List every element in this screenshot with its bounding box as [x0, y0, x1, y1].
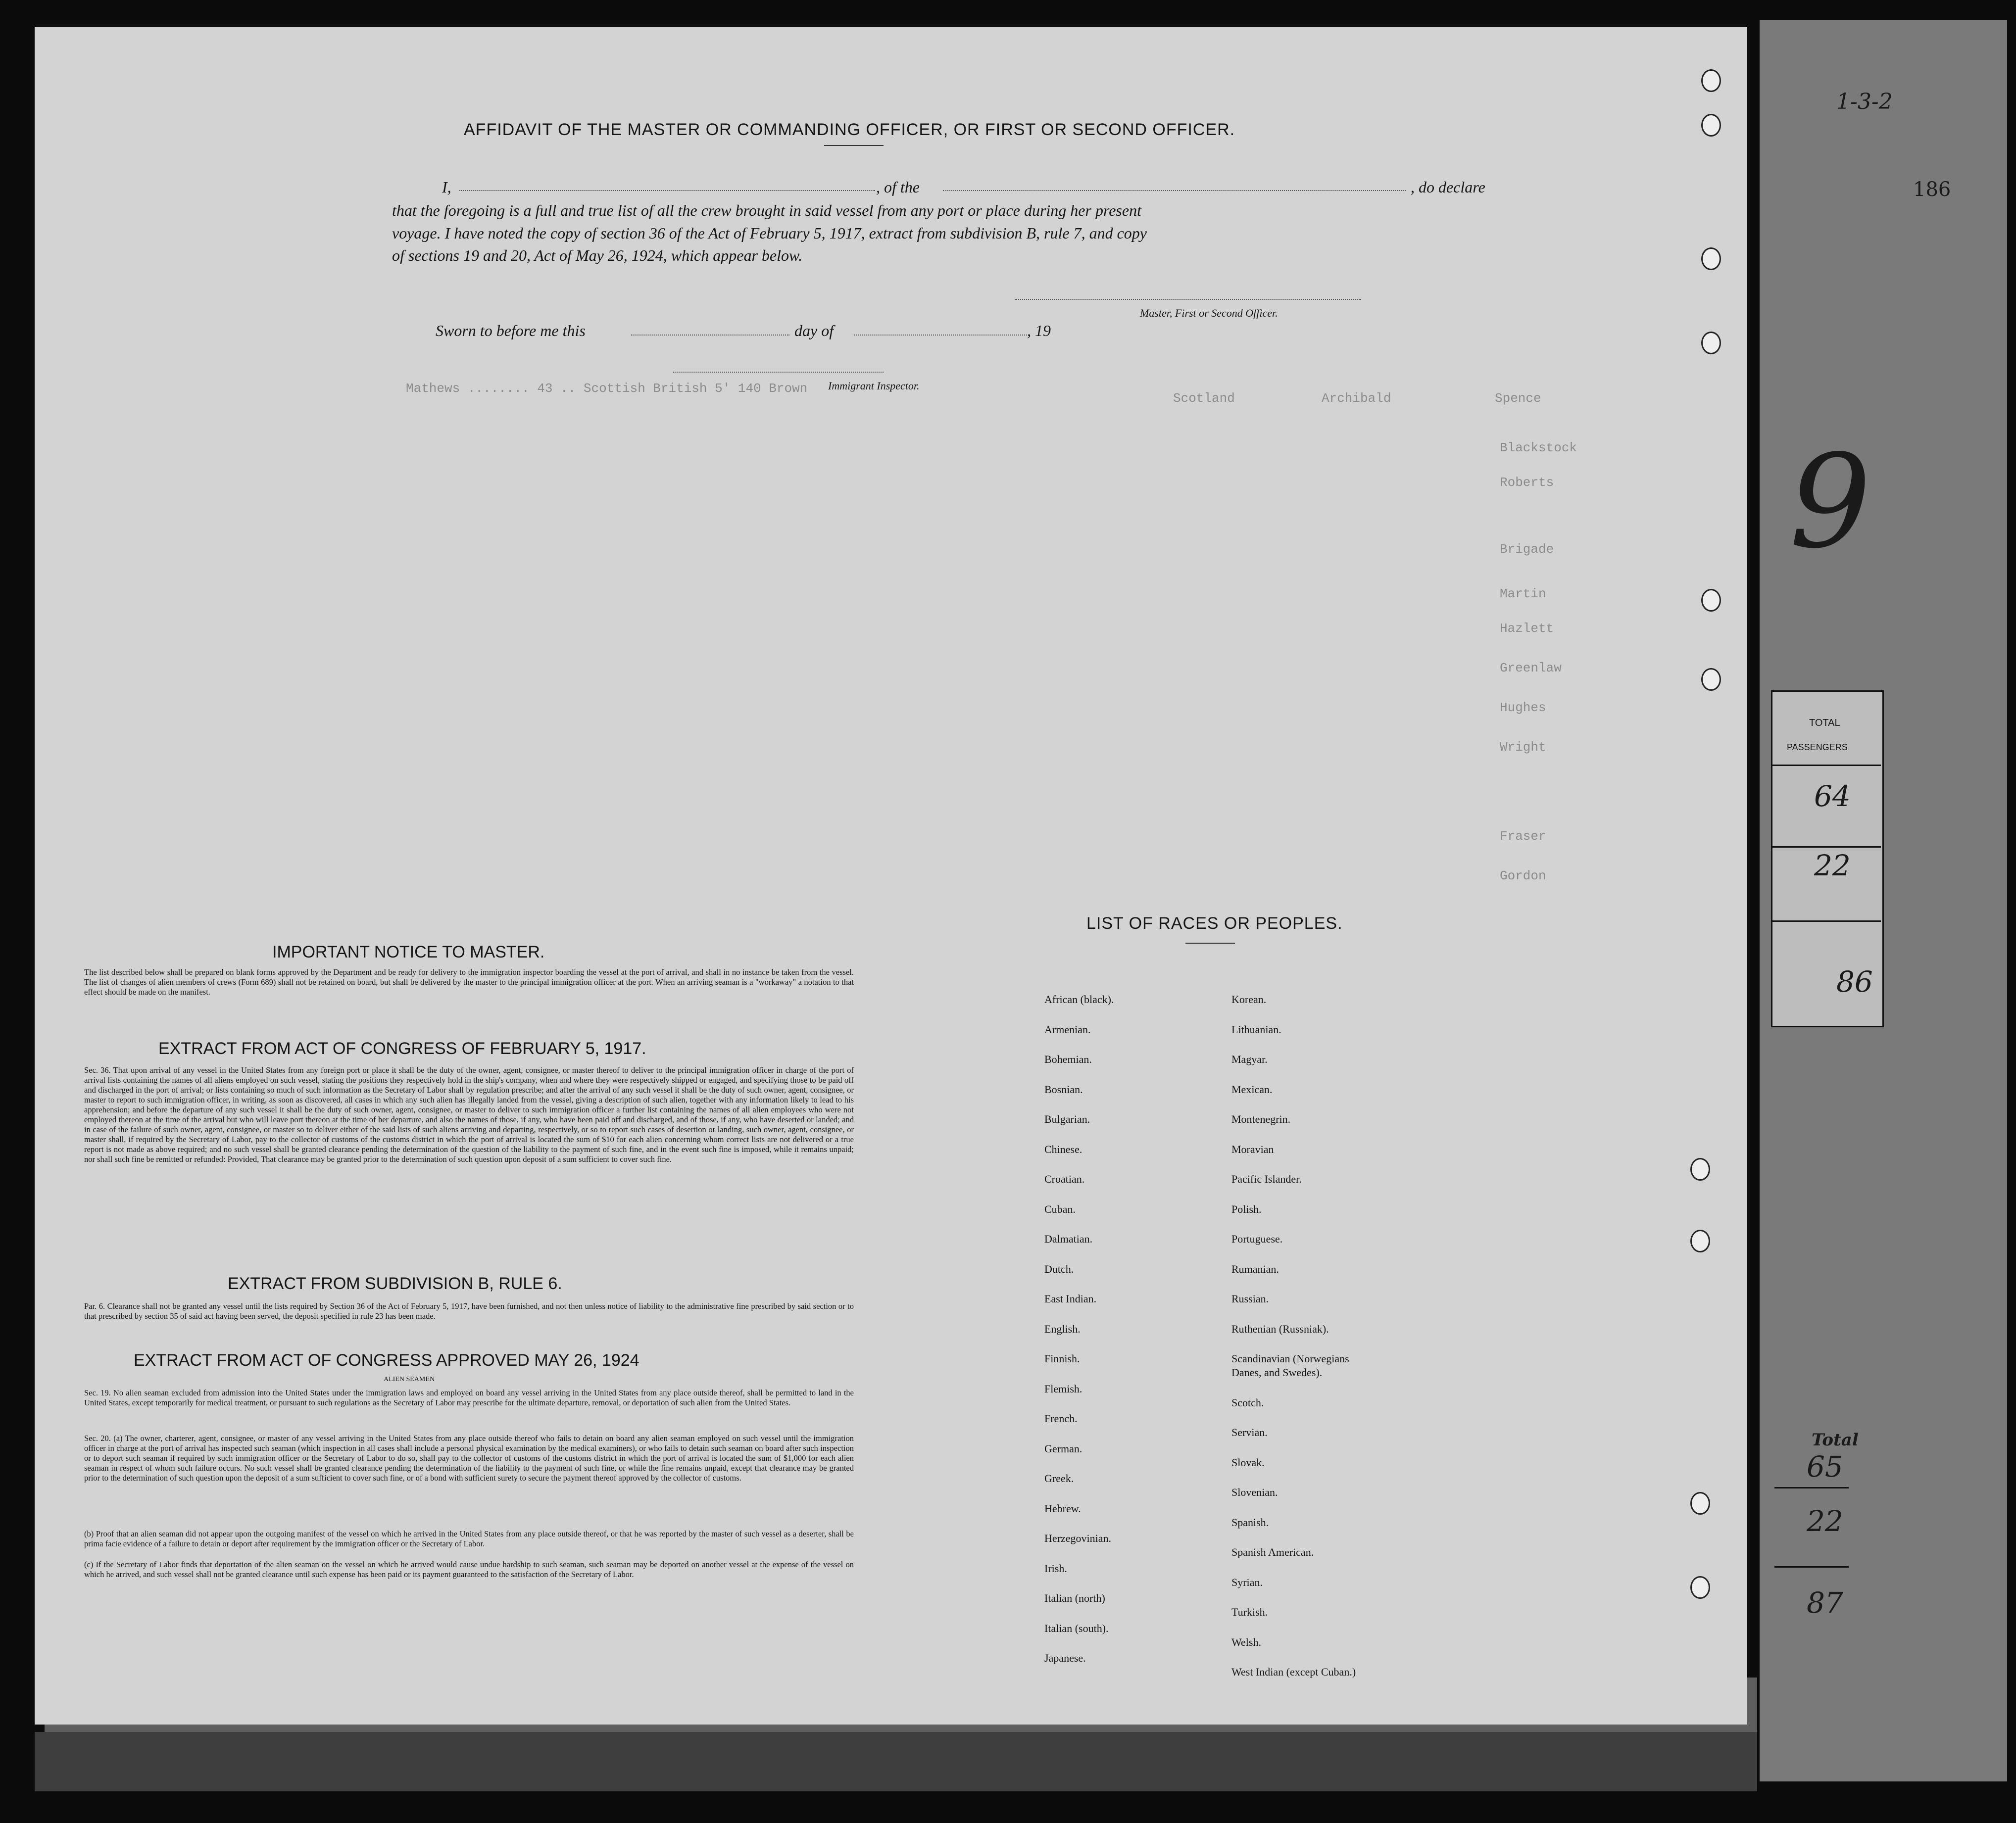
- total-rule: [1774, 1487, 1849, 1488]
- sworn-year-label: , 19: [1027, 322, 1051, 339]
- stamp-header-total: TOTAL: [1809, 718, 1840, 728]
- race-item: Spanish American.: [1231, 1546, 1314, 1558]
- bleed-through-text: Hughes: [1500, 700, 1546, 715]
- race-item: Danes, and Swedes).: [1231, 1366, 1323, 1379]
- race-item: Bosnian.: [1044, 1083, 1083, 1096]
- notice-title: IMPORTANT NOTICE TO MASTER.: [272, 943, 545, 961]
- race-item: Slovak.: [1231, 1456, 1265, 1469]
- bleed-through-text: Archibald: [1322, 391, 1391, 406]
- stamp-line: [1771, 920, 1881, 922]
- tally-value-1: 64: [1814, 779, 1851, 813]
- race-item: Slovenian.: [1231, 1486, 1278, 1498]
- stamp-header-passengers: PASSENGERS: [1787, 742, 1848, 752]
- race-item: Armenian.: [1044, 1023, 1091, 1036]
- bleed-through-text: Scotland: [1173, 391, 1235, 406]
- sworn-start: Sworn to before me this: [436, 322, 586, 339]
- race-item: Chinese.: [1044, 1143, 1082, 1155]
- race-item: German.: [1044, 1442, 1082, 1455]
- subdivision-body: Par. 6. Clearance shall not be granted any vessel until the lists required by Section 36 of the Act of February 5, 1917, have been furnished, and not then unless notice of liability to the administrative fine prescribed by said section or to that prescribed by section 35 of said act having been served, the deposit specified in rule 23 has been made.: [84, 1301, 854, 1321]
- affidavit-line3: voyage. I have noted the copy of section 36 of the Act of February 5, 1917, extract from subdivision B, rule 7, and copy: [392, 224, 1147, 242]
- affidavit-heading: AFFIDAVIT OF THE MASTER OR COMMANDING OFFICER, OR FIRST OR SECOND OFFICER.: [464, 120, 1235, 139]
- bleed-through-text: Martin: [1500, 586, 1546, 601]
- total-value-3: 87: [1807, 1586, 1843, 1620]
- race-item: Mexican.: [1231, 1083, 1273, 1096]
- bleed-through-text: Brigade: [1500, 542, 1554, 557]
- bleed-through-text: Roberts: [1500, 475, 1554, 490]
- document-page: [35, 27, 1747, 1725]
- sworn-day-blank[interactable]: [631, 334, 789, 336]
- race-item: Dalmatian.: [1044, 1233, 1093, 1245]
- total-rule: [1774, 1566, 1849, 1568]
- race-item: Finnish.: [1044, 1352, 1080, 1365]
- race-item: West Indian (except Cuban.): [1231, 1666, 1356, 1678]
- race-item: Korean.: [1231, 993, 1267, 1006]
- race-item: Flemish.: [1044, 1382, 1082, 1395]
- stamp-line: [1771, 846, 1881, 848]
- race-item: Cuban.: [1044, 1202, 1076, 1215]
- inspector-signature-blank[interactable]: [673, 371, 884, 373]
- binder-hole: [1690, 1158, 1710, 1181]
- race-item: Lithuanian.: [1231, 1023, 1281, 1036]
- stamp-line: [1771, 765, 1881, 766]
- extract-1924-sec20a: Sec. 20. (a) The owner, charterer, agent, consignee, or master of any vessel arriving in the United States from any place outside thereof who fails to detain on board any alien seaman employed on such vessel until the immigration officer in charge at the port of arrival has inspected such seaman (which inspection in all cases shall include a personal physical examination by the medical examiners), or who fails to detain such seaman on board after such inspection or to deport such seaman if required by such immigration officer or the Secretary of Labor to do so, shall pay to the collector of customs of the customs district in which the port of arrival is located the sum of $1,000 for each alien seaman in respect of whom such failure occurs. No such vessel shall be granted clearance pending the determination of the liability to the payment of such fine, or while the fine remains unpaid, except that clearance may be granted prior to the determination of such question upon the deposit of a sum sufficient to cover such fine, or of a bond with sufficient surety to secure the payment thereof approved by the collector of customs.: [84, 1434, 854, 1483]
- binder-hole: [1701, 114, 1721, 137]
- bleed-through-text: Mathews ........ 43 .. Scottish British 5' 140 Brown: [406, 381, 808, 396]
- race-item: Turkish.: [1231, 1606, 1268, 1618]
- race-item: African (black).: [1044, 993, 1114, 1006]
- heading-rule: [824, 145, 884, 146]
- race-item: Syrian.: [1231, 1576, 1263, 1588]
- affidavit-line1-mid: , of the: [876, 178, 920, 196]
- binder-hole: [1701, 69, 1721, 92]
- affidavit-line1-start: I,: [442, 178, 451, 196]
- race-item: Servian.: [1231, 1426, 1268, 1439]
- extract-1924-sec19: Sec. 19. No alien seaman excluded from admission into the United States under the immigration laws and employed on board any vessel arriving in the United States from any place outside thereof, shall be permitted to land in the United States, except temporarily for medical treatment, or pursuant to such regulations as the Secretary of Labor may prescribe for the ultimate departure, removal, or deportation of such alien from the United States.: [84, 1388, 854, 1407]
- handwritten-top-mark: 1-3-2: [1836, 89, 1893, 114]
- race-item: Dutch.: [1044, 1262, 1074, 1275]
- extract-1917-body: Sec. 36. That upon arrival of any vessel in the United States from any foreign port or place it shall be the duty of the owner, agent, consignee, or master thereof to deliver to the principal immigration officer in charge of the port of arrival lists containing the names of all aliens employed on such vessel, stating the positions they respectively hold in the ship's company, when and where they were respectively shipped or engaged, and specifying those to be paid off and discharged in the port of arrival; or lists containing so much of such information as the Secretary of Labor shall by regulation prescribe; and after the arrival of any such vessel it shall be the duty of such owner, agent, consignee, or master to report to such immigration officer, in writing, as soon as discovered, all cases in which any such alien has illegally landed from the vessel, giving a description of such alien, together with any information likely to lead to his apprehension; and before the departure of any such vessel it shall be the duty of such owner, agent, consignee, or master to deliver to such immigration officer a further list containing the names of all alien employees who were not employed thereon at the time of the arrival but who will leave port thereon at the time of her departure, and also the names of those, if any, who have been paid off and discharged, and of those, if any, who have deserted or landed; and in case of the failure of such owner, agent, consignee, or master so to deliver either of the said lists of such aliens arriving and departing, respectively, or so to report such cases of desertion or landing, such owner, agent, consignee, or master shall, if required by the Secretary of Labor, pay to the collector of customs of the customs district in which the port of arrival is located the sum of $10 for each alien concerning whom correct lists are not delivered or a true report is not made as above required; and no such vessel shall be granted clearance pending the determination of the question of the liability to the payment of such fine, and in the event such fine is imposed, while it remains unpaid; nor shall such fine be remitted or refunded: Provided, That clearance may be granted prior to the determination of such question upon deposit of a sum sufficient to cover such fine.: [84, 1065, 854, 1164]
- binder-hole: [1701, 668, 1721, 691]
- tally-value-3: 86: [1836, 965, 1873, 999]
- extract-1924-sec20b: (b) Proof that an alien seaman did not appear upon the outgoing manifest of the vessel on which he arrived in the United States from any place outside thereof, or that he was reported by the master of such vessel as a deserter, shall be prima facie evidence of a failure to detain or deport after requirement by the immigration officer or the Secretary of Labor.: [84, 1529, 854, 1548]
- race-item: Greek.: [1044, 1472, 1074, 1485]
- race-item: Magyar.: [1231, 1053, 1268, 1065]
- binder-hole: [1701, 332, 1721, 354]
- total-value-2: 22: [1807, 1504, 1843, 1538]
- vessel-blank[interactable]: [943, 190, 1406, 191]
- name-blank[interactable]: [459, 190, 875, 191]
- binder-hole: [1701, 589, 1721, 612]
- binder-hole: [1690, 1492, 1710, 1515]
- race-item: Hebrew.: [1044, 1502, 1081, 1515]
- master-signature-blank[interactable]: [1015, 298, 1361, 300]
- race-item: Pacific Islander.: [1231, 1173, 1302, 1185]
- race-item: Rumanian.: [1231, 1262, 1279, 1275]
- total-value-1: 65: [1807, 1450, 1843, 1484]
- notice-body: The list described below shall be prepared on blank forms approved by the Department and be ready for delivery to the immigration inspector boarding the vessel at the port of arrival, and shall in no instance be taken from the vessel. The list of changes of alien members of crews (Form 689) shall not be retained on board, but shall be delivered by the master to the principal immigration officer at the port. When an arriving seaman is a "workaway" a notation to that effect should be made on the manifest.: [84, 967, 854, 997]
- race-item: Montenegrin.: [1231, 1113, 1291, 1125]
- race-item: Welsh.: [1231, 1635, 1261, 1648]
- tally-value-2: 22: [1814, 849, 1851, 882]
- race-item: Russian.: [1231, 1293, 1269, 1305]
- race-item: Italian (south).: [1044, 1622, 1109, 1634]
- races-rule: [1185, 943, 1235, 944]
- affidavit-line4: of sections 19 and 20, Act of May 26, 1924, which appear below.: [392, 246, 802, 264]
- page-number: 186: [1913, 178, 1951, 201]
- master-label: Master, First or Second Officer.: [1140, 307, 1278, 319]
- race-item: Scandinavian (Norwegians: [1231, 1352, 1349, 1365]
- extract-1917-title: EXTRACT FROM ACT OF CONGRESS OF FEBRUARY 5, 1917.: [158, 1039, 646, 1058]
- bleed-through-text: Hazlett: [1500, 621, 1554, 636]
- bleed-through-text: Fraser: [1500, 829, 1546, 844]
- race-item: Croatian.: [1044, 1173, 1085, 1185]
- binder-hole: [1701, 247, 1721, 270]
- extract-1924-subtitle: ALIEN SEAMEN: [384, 1376, 435, 1383]
- bleed-through-text: Blackstock: [1500, 440, 1577, 455]
- sworn-month-blank[interactable]: [854, 334, 1027, 336]
- race-item: Herzegovinian.: [1044, 1532, 1111, 1544]
- bleed-through-text: Wright: [1500, 740, 1546, 755]
- race-item: Irish.: [1044, 1562, 1067, 1575]
- binder-hole: [1690, 1576, 1710, 1599]
- race-item: Moravian: [1231, 1143, 1274, 1155]
- page-stack-shadow: [35, 1732, 1757, 1791]
- bleed-through-text: Spence: [1495, 391, 1541, 406]
- total-label: Total: [1812, 1430, 1859, 1450]
- race-item: Japanese.: [1044, 1652, 1086, 1664]
- race-item: Italian (north): [1044, 1592, 1105, 1604]
- bleed-through-text: Greenlaw: [1500, 661, 1562, 675]
- race-item: Bohemian.: [1044, 1053, 1092, 1065]
- race-item: Portuguese.: [1231, 1233, 1283, 1245]
- binder-hole: [1690, 1230, 1710, 1252]
- bleed-through-text: Gordon: [1500, 868, 1546, 883]
- races-title: LIST OF RACES OR PEOPLES.: [1086, 914, 1343, 933]
- sworn-day-label: day of: [794, 322, 834, 339]
- affidavit-line1-end: , do declare: [1411, 178, 1485, 196]
- race-item: Polish.: [1231, 1202, 1262, 1215]
- handwritten-sheet-number: 9: [1789, 428, 1871, 577]
- race-item: Scotch.: [1231, 1396, 1264, 1409]
- race-item: French.: [1044, 1412, 1078, 1425]
- race-item: Spanish.: [1231, 1516, 1269, 1529]
- race-item: Ruthenian (Russniak).: [1231, 1322, 1329, 1335]
- extract-1924-title: EXTRACT FROM ACT OF CONGRESS APPROVED MAY 26, 1924: [134, 1351, 639, 1370]
- race-item: Bulgarian.: [1044, 1113, 1090, 1125]
- race-item: East Indian.: [1044, 1293, 1097, 1305]
- extract-1924-sec20c: (c) If the Secretary of Labor finds that deportation of the alien seaman on the vessel on which he arrived would cause undue hardship to such seaman, such seaman may be deported on another vessel at the expense of the vessel on which he arrived, and such vessel shall not be granted clearance until such expense has been paid or its payment guaranteed to the satisfaction of the Secretary of Labor.: [84, 1560, 854, 1579]
- affidavit-line2: that the foregoing is a full and true list of all the crew brought in said vessel from any port or place during her present: [392, 201, 1141, 219]
- race-item: English.: [1044, 1322, 1081, 1335]
- subdivision-title: EXTRACT FROM SUBDIVISION B, RULE 6.: [228, 1274, 562, 1293]
- inspector-label: Immigrant Inspector.: [828, 380, 920, 392]
